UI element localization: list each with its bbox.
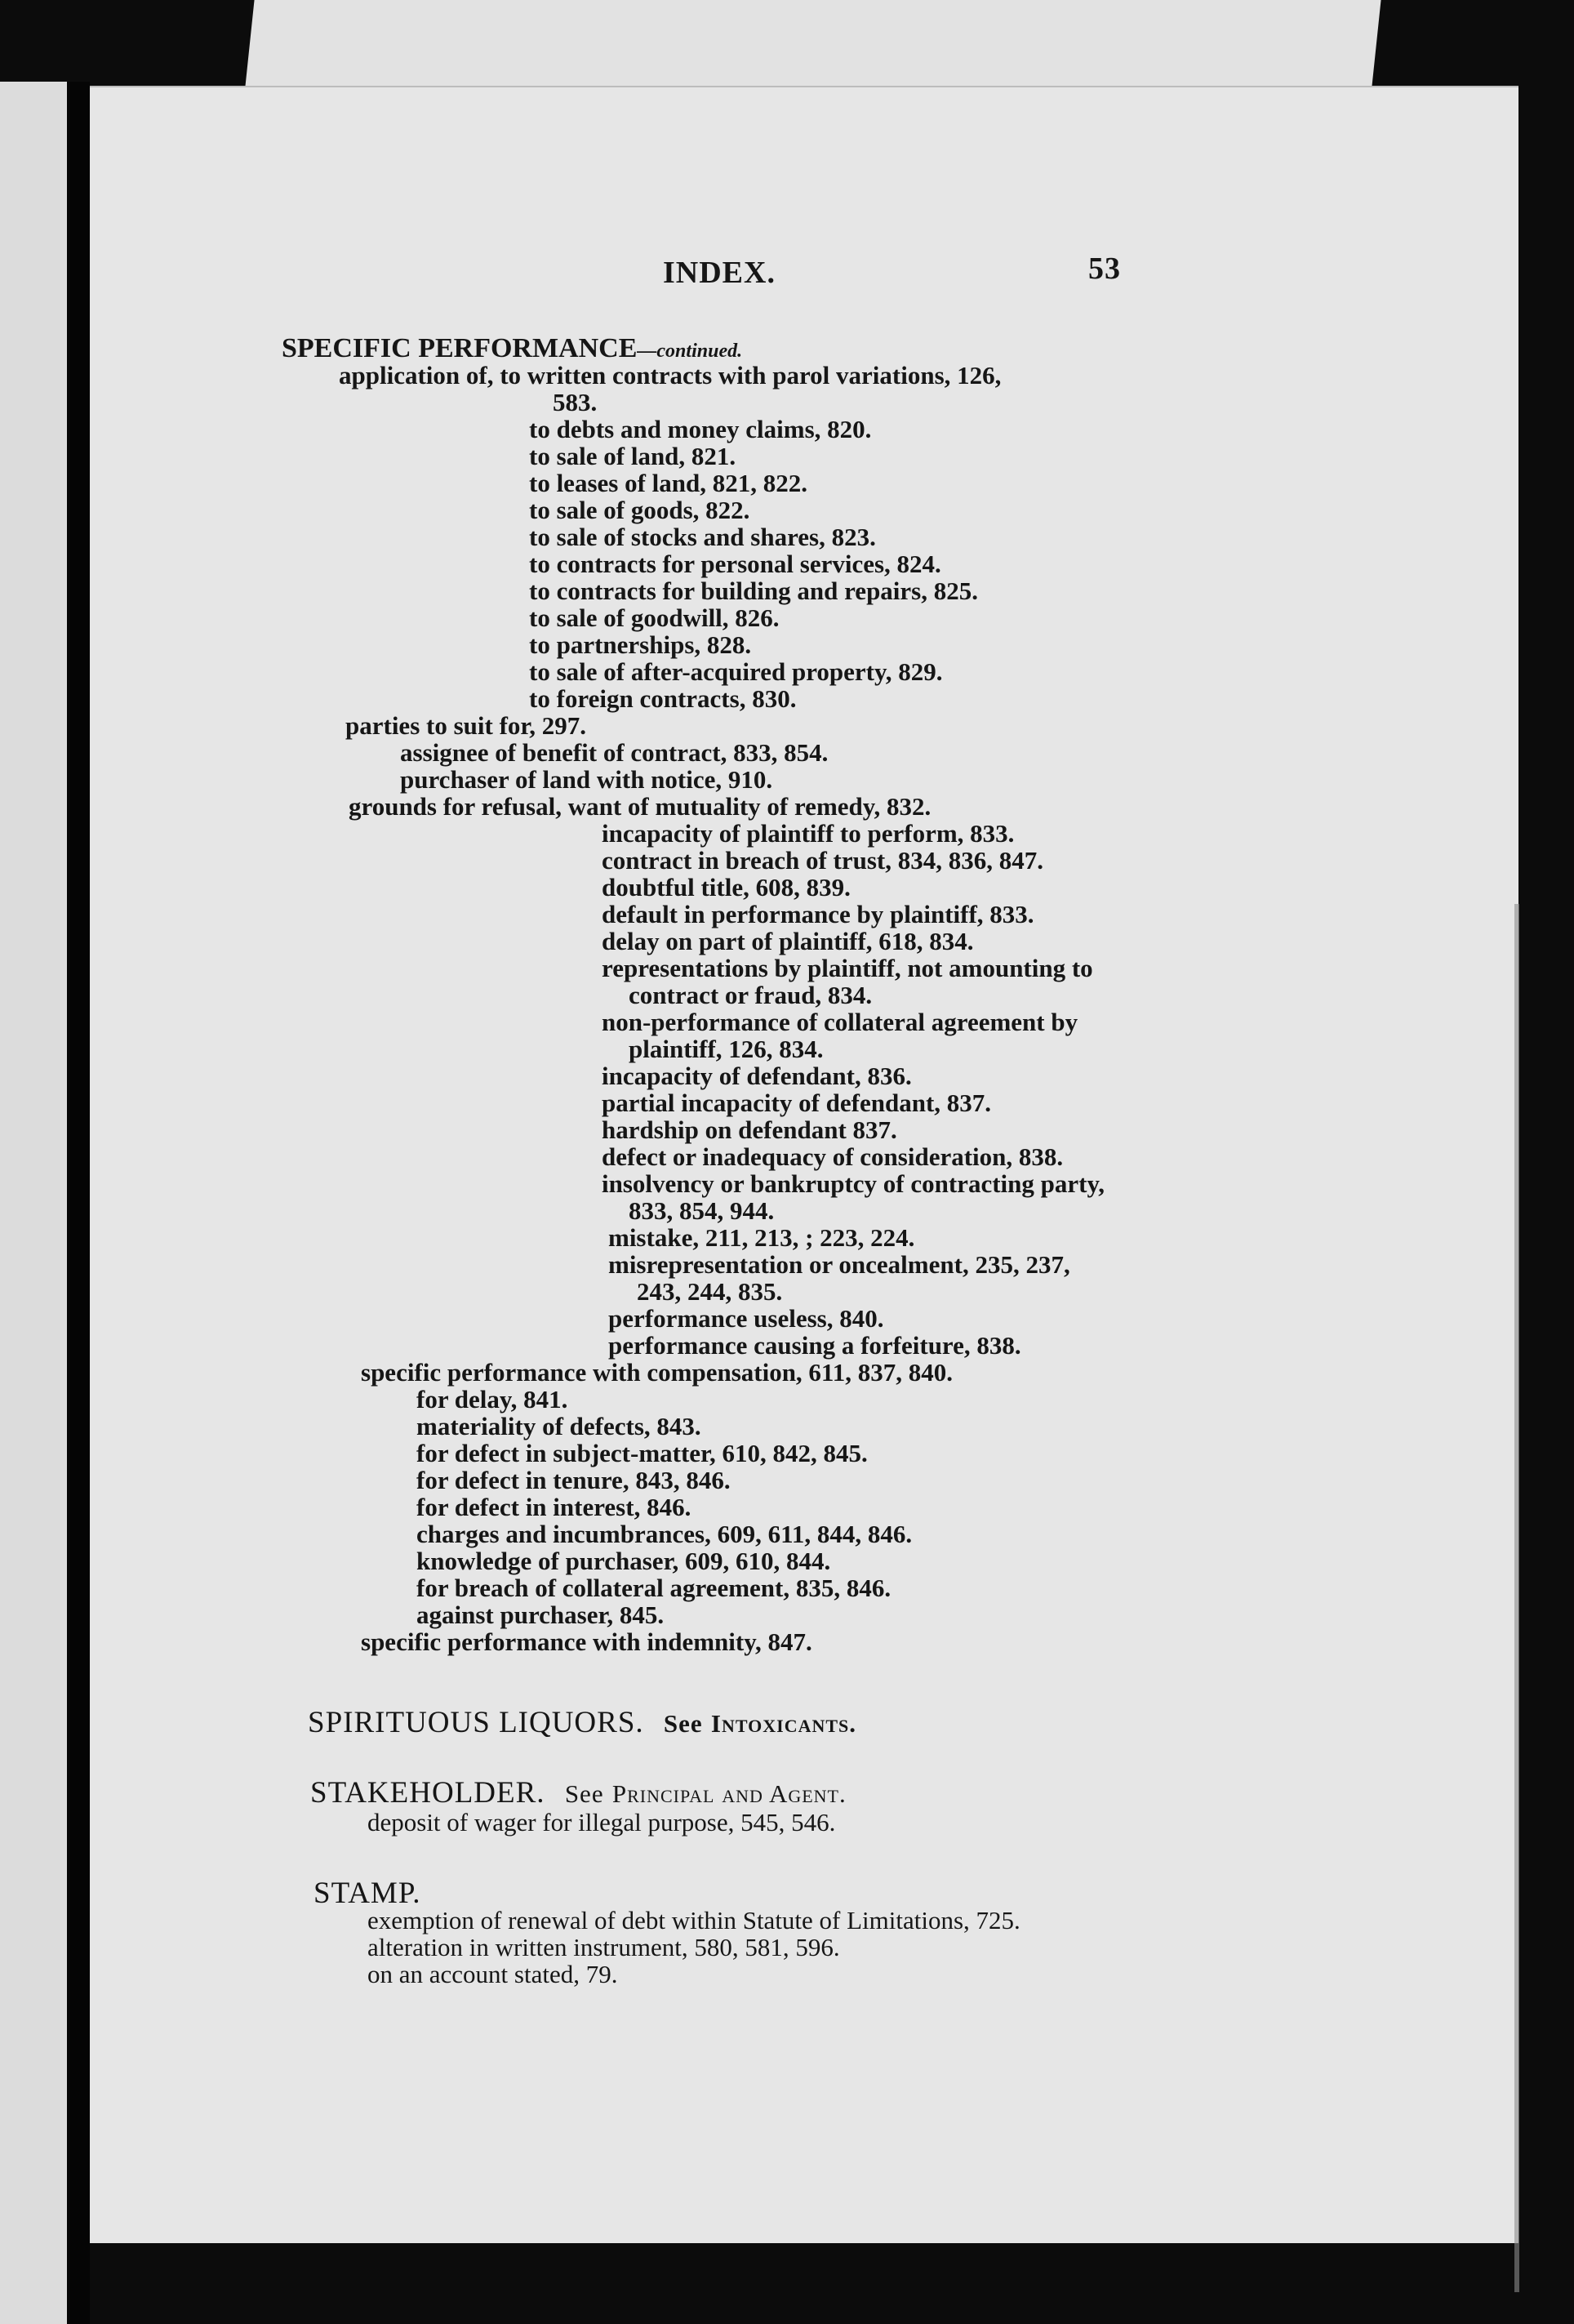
index-entry: for defect in tenure, 843, 846. (416, 1466, 731, 1494)
index-entry: to sale of goodwill, 826. (529, 603, 780, 632)
index-entry: to debts and money claims, 820. (529, 415, 872, 443)
section-heading-stamp: STAMP. (313, 1877, 421, 1910)
page-gutter (67, 82, 90, 2324)
heading-text: STAKEHOLDER. (310, 1776, 545, 1810)
index-entry: contract in breach of trust, 834, 836, 847. (602, 846, 1044, 875)
index-entry: representations by plaintiff, not amounting to (602, 954, 1093, 982)
index-entry: alteration in written instrument, 580, 581, 596. (367, 1933, 840, 1961)
continued-label: —continued. (637, 341, 743, 362)
index-entry: incapacity of plaintiff to perform, 833. (602, 819, 1015, 848)
index-entry: for defect in subject-matter, 610, 842, 845. (416, 1439, 868, 1467)
index-entry: materiality of defects, 843. (416, 1412, 701, 1440)
index-page (90, 86, 1518, 2243)
index-entry: 583. (553, 388, 598, 416)
section-heading-stakeholder (310, 1776, 847, 1810)
index-entry: application of, to written contracts with parol variations, 126, (339, 361, 1002, 390)
index-entry: on an account stated, 79. (367, 1960, 618, 1988)
heading-text: SPIRITUOUS LIQUORS. (308, 1706, 644, 1739)
see-label: See (663, 1709, 703, 1738)
index-entry: plaintiff, 126, 834. (629, 1035, 824, 1063)
index-entry: deposit of wager for illegal purpose, 545, 546. (367, 1808, 836, 1836)
index-entry: incapacity of defendant, 836. (602, 1062, 912, 1090)
index-entry: performance useless, 840. (608, 1304, 884, 1333)
index-entry: contract or fraud, 834. (629, 981, 873, 1009)
index-entry: to leases of land, 821, 822. (529, 469, 807, 497)
cross-reference: Intoxicants. (710, 1709, 857, 1738)
index-entry: exemption of renewal of debt within Statute of Limitations, 725. (367, 1906, 1020, 1934)
index-entry: performance causing a forfeiture, 838. (608, 1331, 1021, 1360)
index-entry: to sale of land, 821. (529, 442, 736, 470)
index-entry: specific performance with compensation, 611, 837, 840. (361, 1358, 953, 1387)
heading-text: SPECIFIC PERFORMANCE (282, 333, 638, 363)
index-entry: knowledge of purchaser, 609, 610, 844. (416, 1547, 831, 1575)
index-entry: assignee of benefit of contract, 833, 854. (400, 738, 829, 767)
cross-reference: Principal and Agent. (611, 1779, 847, 1808)
index-entry: charges and incumbrances, 609, 611, 844, 846. (416, 1520, 913, 1548)
index-entry: to partnerships, 828. (529, 630, 752, 659)
adjacent-page (0, 82, 67, 2324)
index-entry: hardship on defendant 837. (602, 1115, 897, 1144)
index-entry: to contracts for personal services, 824. (529, 550, 941, 578)
index-entry: misrepresentation or oncealment, 235, 237, (608, 1250, 1070, 1279)
index-entry: to sale of after-acquired property, 829. (529, 657, 943, 686)
running-header-title: INDEX. (663, 256, 776, 290)
index-entry: default in performance by plaintiff, 833. (602, 900, 1034, 928)
index-entry: for breach of collateral agreement, 835, 846. (416, 1574, 891, 1602)
see-label: See (564, 1779, 604, 1808)
page-edge (1514, 904, 1519, 2292)
back-sheet (245, 0, 1381, 90)
index-entry: purchaser of land with notice, 910. (400, 765, 773, 794)
index-entry: specific performance with indemnity, 847. (361, 1627, 812, 1656)
index-entry: mistake, 211, 213, ; 223, 224. (608, 1223, 915, 1252)
index-entry: for defect in interest, 846. (416, 1493, 691, 1521)
index-entry: non-performance of collateral agreement by (602, 1008, 1078, 1036)
index-entry: insolvency or bankruptcy of contracting party, (602, 1169, 1105, 1198)
index-entry: delay on part of plaintiff, 618, 834. (602, 927, 974, 955)
index-entry: to sale of goods, 822. (529, 496, 750, 524)
index-entry: parties to suit for, 297. (345, 711, 587, 740)
index-entry: defect or inadequacy of consideration, 838. (602, 1142, 1064, 1171)
section-heading-spirituous-liquors (308, 1706, 857, 1739)
index-entry: 833, 854, 944. (629, 1196, 775, 1225)
index-entry: to foreign contracts, 830. (529, 684, 797, 713)
index-entry: against purchaser, 845. (416, 1601, 665, 1629)
index-entry: 243, 244, 835. (637, 1277, 783, 1306)
index-entry: doubtful title, 608, 839. (602, 873, 851, 902)
page-number: 53 (1088, 252, 1121, 286)
index-entry: for delay, 841. (416, 1385, 568, 1414)
index-entry: to contracts for building and repairs, 825. (529, 577, 978, 605)
index-entry: grounds for refusal, want of mutuality of remedy, 832. (349, 792, 932, 821)
index-entry: to sale of stocks and shares, 823. (529, 523, 876, 551)
index-entry: partial incapacity of defendant, 837. (602, 1089, 992, 1117)
